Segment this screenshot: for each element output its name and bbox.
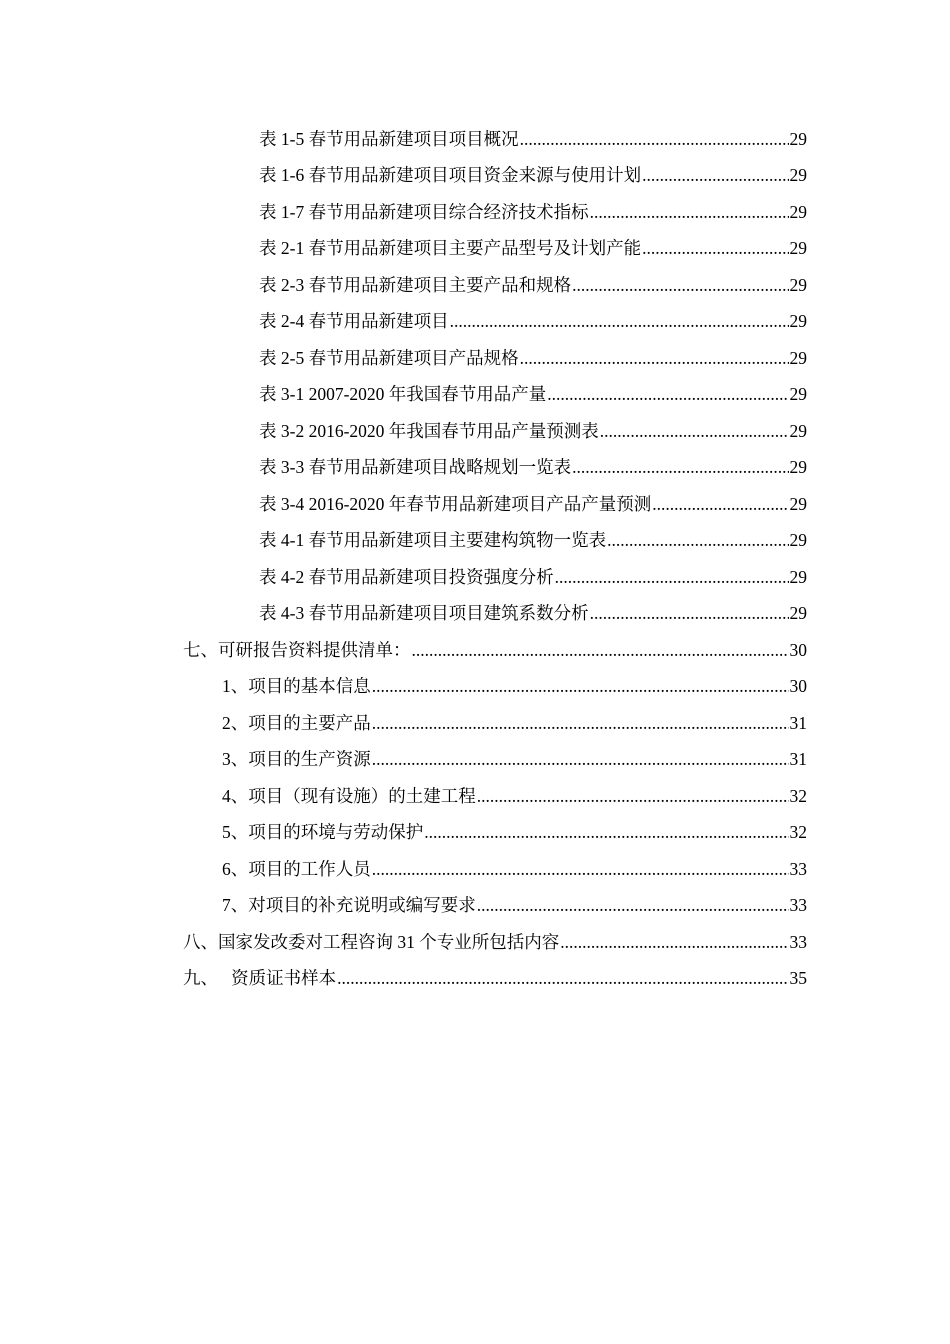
toc-entry-page-number: 35: [789, 968, 807, 988]
dot-leader: [652, 489, 788, 519]
toc-entry-label: 1、项目的基本信息: [222, 676, 371, 696]
toc-entry-label: 表 4-1 春节用品新建项目主要建构筑物一览表: [259, 530, 607, 550]
dot-leader: [590, 598, 789, 628]
toc-entry-label: 七、可研报告资料提供清单：: [183, 640, 411, 660]
toc-entry-page-number: 29: [789, 129, 807, 149]
toc-entry-table-1-6[interactable]: [259, 160, 807, 190]
toc-entry-page-number: 29: [789, 202, 807, 222]
toc-entry-page-number: 29: [789, 348, 807, 368]
toc-entry-table-4-3[interactable]: [259, 598, 807, 628]
dot-leader: [572, 270, 788, 300]
toc-entry-label: 表 3-2 2016-2020 年我国春节用品产量预测表: [259, 421, 599, 441]
toc-entry-table-2-3[interactable]: [259, 270, 807, 300]
toc-entry-label: 表 2-4 春节用品新建项目: [259, 311, 449, 331]
toc-entry-page-number: 30: [789, 676, 807, 696]
toc-entry-page-number: 29: [789, 457, 807, 477]
toc-entry-page-number: 32: [789, 786, 807, 806]
toc-entry-page-number: 29: [789, 384, 807, 404]
toc-entry-page-number: 29: [789, 603, 807, 623]
toc-entry-label: 表 3-3 春节用品新建项目战略规划一览表: [259, 457, 572, 477]
toc-entry-page-number: 29: [789, 494, 807, 514]
dot-leader: [600, 416, 789, 446]
dot-leader: [547, 379, 788, 409]
toc-entry-page-number: 31: [789, 749, 807, 769]
dot-leader: [520, 343, 789, 373]
toc-entry-7-4[interactable]: [222, 781, 807, 811]
dot-leader: [642, 233, 788, 263]
toc-entry-page-number: 29: [789, 275, 807, 295]
dot-leader: [607, 525, 788, 555]
toc-entry-table-2-1[interactable]: [259, 233, 807, 263]
dot-leader: [642, 160, 788, 190]
toc-entry-label: 表 3-1 2007-2020 年我国春节用品产量: [259, 384, 547, 404]
toc-entry-table-1-7[interactable]: [259, 197, 807, 227]
dot-leader: [372, 854, 789, 884]
toc-entry-section-8[interactable]: [183, 927, 807, 957]
toc-entry-table-3-3[interactable]: [259, 452, 807, 482]
dot-leader: [477, 890, 789, 920]
toc-entry-label: 4、项目（现有设施）的土建工程: [222, 786, 476, 806]
dot-leader: [372, 708, 789, 738]
toc-entry-table-2-4[interactable]: [259, 306, 807, 336]
toc-entry-table-4-1[interactable]: [259, 525, 807, 555]
toc-entry-page-number: 33: [789, 859, 807, 879]
toc-entry-label: 5、项目的环境与劳动保护: [222, 822, 424, 842]
toc-entry-section-7[interactable]: [183, 635, 807, 665]
toc-entry-table-4-2[interactable]: [259, 562, 807, 592]
toc-entry-page-number: 29: [789, 530, 807, 550]
dot-leader: [590, 197, 789, 227]
dot-leader: [450, 306, 789, 336]
toc-entry-label: 3、项目的生产资源: [222, 749, 371, 769]
toc-entry-table-2-5[interactable]: [259, 343, 807, 373]
toc-entry-label: 表 2-5 春节用品新建项目产品规格: [259, 348, 519, 368]
toc-entry-page-number: 29: [789, 238, 807, 258]
toc-entry-label: 表 2-3 春节用品新建项目主要产品和规格: [259, 275, 572, 295]
toc-entry-label: 九、 资质证书样本: [183, 968, 337, 988]
toc-entry-label: 表 1-7 春节用品新建项目综合经济技术指标: [259, 202, 589, 222]
toc-entry-page-number: 29: [789, 311, 807, 331]
dot-leader: [572, 452, 788, 482]
toc-entry-label: 八、国家发改委对工程咨询 31 个专业所包括内容: [183, 932, 560, 952]
toc-entry-table-3-1[interactable]: [259, 379, 807, 409]
toc-entry-label: 6、项目的工作人员: [222, 859, 371, 879]
toc-entry-label: 2、项目的主要产品: [222, 713, 371, 733]
dot-leader: [337, 963, 788, 993]
toc-entry-page-number: 29: [789, 567, 807, 587]
toc-entry-page-number: 31: [789, 713, 807, 733]
dot-leader: [372, 744, 789, 774]
toc-entry-label: 表 2-1 春节用品新建项目主要产品型号及计划产能: [259, 238, 642, 258]
toc-entry-7-6[interactable]: [222, 854, 807, 884]
toc-entry-7-7[interactable]: [222, 890, 807, 920]
toc-entry-section-9[interactable]: [183, 963, 807, 993]
dot-leader: [412, 635, 789, 665]
toc-entry-page-number: 29: [789, 165, 807, 185]
toc-entry-page-number: 33: [789, 895, 807, 915]
dot-leader: [477, 781, 789, 811]
toc-entry-7-5[interactable]: [222, 817, 807, 847]
toc-entry-table-3-2[interactable]: [259, 416, 807, 446]
toc-entry-label: 表 4-2 春节用品新建项目投资强度分析: [259, 567, 554, 587]
toc-entry-label: 表 1-6 春节用品新建项目项目资金来源与使用计划: [259, 165, 642, 185]
dot-leader: [555, 562, 789, 592]
dot-leader: [520, 124, 789, 154]
toc-entry-page-number: 30: [789, 640, 807, 660]
toc-entry-label: 表 3-4 2016-2020 年春节用品新建项目产品产量预测: [259, 494, 652, 514]
toc-entry-7-1[interactable]: [222, 671, 807, 701]
toc-entry-page-number: 33: [789, 932, 807, 952]
toc-entry-7-3[interactable]: [222, 744, 807, 774]
dot-leader: [372, 671, 789, 701]
toc-entry-7-2[interactable]: [222, 708, 807, 738]
toc-entry-label: 7、对项目的补充说明或编写要求: [222, 895, 476, 915]
toc-entry-table-1-5[interactable]: [259, 124, 807, 154]
toc-entry-page-number: 32: [789, 822, 807, 842]
toc-entry-label: 表 4-3 春节用品新建项目项目建筑系数分析: [259, 603, 589, 623]
dot-leader: [424, 817, 788, 847]
toc-entry-label: 表 1-5 春节用品新建项目项目概况: [259, 129, 519, 149]
toc-entry-page-number: 29: [789, 421, 807, 441]
toc-entry-table-3-4[interactable]: [259, 489, 807, 519]
dot-leader: [560, 927, 788, 957]
